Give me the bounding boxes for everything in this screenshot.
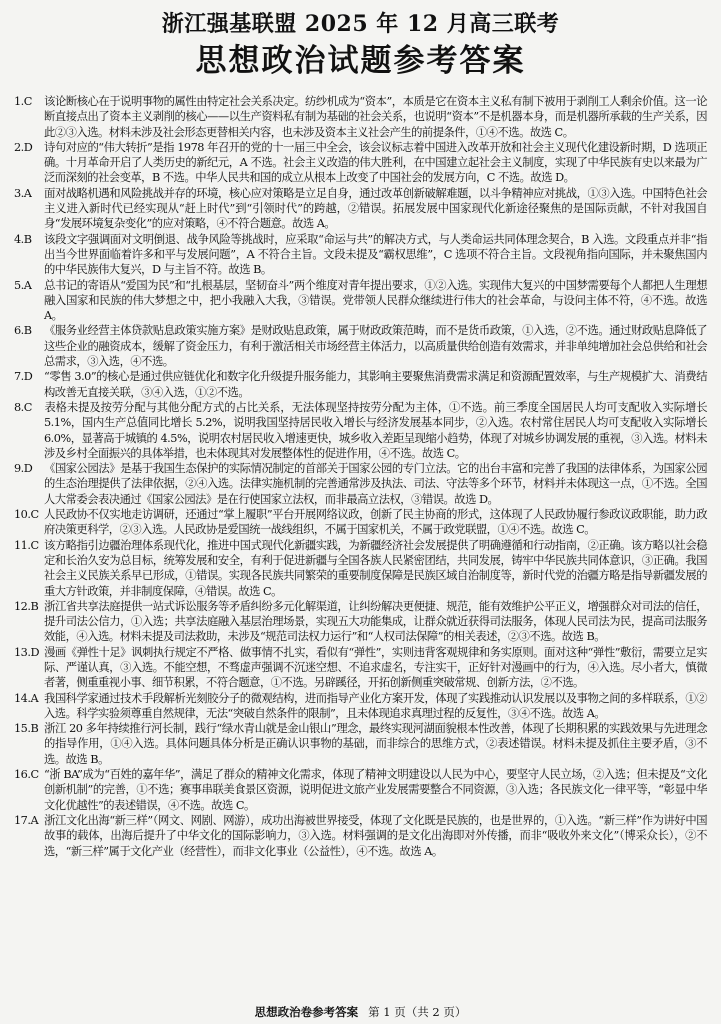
answer-number: 12.B <box>14 599 39 613</box>
answer-text: 浙江 20 多年持续推行河长制，践行“绿水青山就是金山银山”理念，最终实现河湖面貌根本性改善，体现了长期积累的实践效果与先进理念的指导作用，①④入选。具体问题具体分析是正确认识事物的基础，而非综合的思维方式，②表述错误。材料未提及抓住主要矛盾，③不选。故选 B。 <box>44 722 707 766</box>
answer-text: 浙江文化出海“新三样”（网文、网剧、网游），成功出海被世界接受，体现了文化既是民族的，也是世界的，①入选。“新三样”作为讲好中国故事的载体，出海后提升了中华文化的国际影响力，③入选。材料强调的是文化出海即对外传播，而非“吸收外来文化”（博采众长），②不选，“新三样”属于文化产业（经营性），而非文化事业（公益性），④不选。故选 A。 <box>44 813 707 858</box>
answer-number: 1.C <box>14 95 32 108</box>
answer-text: 总书记的寄语从“爱国为民”和“扎根基层，坚韧奋斗”两个维度对青年提出要求，①②入选。实现伟大复兴的中国梦需要每个人都把人生理想融入国家和民族的伟大梦想之中，把小我融入大我，③错误。党带领人民群众继续进行伟大的社会革命，与设问主体不符，④不选。故选 A。 <box>44 278 707 323</box>
answer-text: 诗句对应的“伟大转折”是指 1978 年召开的党的十一届三中全会，该会议标志着中国进入改革开放和社会主义现代化建设新时期，D 选项正确。十月革命开启了人类历史的新纪元，A 不选。社会主义改造的伟大胜利，在中国建立起社会主义制度，实现了中华民族有史以来最为广泛而深刻的社会变革，B 不选。中华人民共和国的成立从根本上改变了中国社会的发展方向，C 不选。故选 D。 <box>44 140 707 185</box>
answer-number: 13.D <box>14 645 40 659</box>
answer-number: 4.B <box>14 232 32 246</box>
answer-number: 10.C <box>14 508 39 522</box>
answer-text: 漫画《弹性十足》讽刺执行规定不严格、做事情不扎实，看似有“弹性”，实则违背客观规律和务实原则。面对这种“弹性”敷衍，需要立足实际、严谨认真，③入选。不能空想，不骛虚声强调不沉迷空想、不追求虚名，专注实干，正好针对漫画中的行为，④入选。尽小者大，慎微者著，侧重重视小事、细节积累，不符合题意，①不选。另辟蹊径，开拓创新侧重突破常规、创新方法，②不选。 <box>44 645 707 690</box>
answer-number: 15.B <box>14 722 39 736</box>
answer-item-2 <box>14 140 707 186</box>
answer-item-16 <box>14 767 707 813</box>
answer-text: 面对战略机遇和风险挑战并存的环境，核心应对策略是立足自身，通过改革创新破解难题，以斗争精神应对挑战，①③入选。中国特色社会主义进入新时代已经实现从“赶上时代”到“引领时代”的跨越，②错误。拓展发展中国家现代化新途径聚焦的是国际贡献，不针对我国自身“发展环境复杂变化”的应对策略，④不符合题意。故选 A。 <box>44 186 707 231</box>
page-number: 第 1 页（共 2 页） <box>368 1005 467 1019</box>
answer-item-3 <box>14 186 707 232</box>
answer-item-8 <box>14 400 707 461</box>
answer-number: 14.A <box>14 691 39 705</box>
answer-key-title: 思想政治试题参考答案 <box>195 43 526 79</box>
footer-title: 思想政治卷参考答案 <box>254 1005 359 1019</box>
answer-number: 17.A <box>14 813 39 827</box>
exam-title: 浙江强基联盟 2025 年 12 月高三联考 <box>161 11 560 37</box>
answer-text: 浙江省共享法庭提供一站式诉讼服务等矛盾纠纷多元化解渠道，让纠纷解决更便捷、规范，能有效维护公平正义，增强群众对司法的信任，提升司法公信力，①入选；共享法庭融入基层治理场景，实现五大功能集成，让群众就近获得司法服务，体现人民司法为民，提高司法服务效能，④入选。材料未提及司法救助，未涉及“规范司法权力运行”和“人权司法保障”的相关表述，②③不选。故选 B。 <box>44 599 707 644</box>
answer-item-17 <box>14 813 707 859</box>
answer-item-13 <box>14 645 707 691</box>
answer-text: “浙 BA”成为“百姓的嘉年华”，满足了群众的精神文化需求，体现了精神文明建设以人民为中心，要坚守人民立场，②入选；但未提及“文化创新机制”的完善，①不选；赛事串联美食景区资源，说明促进文旅产业发展需要整合不同资源，③入选；各民族文化一律平等，“彰显中华文化优越性”的表述错误，④不选。故选 C。 <box>44 768 707 812</box>
answer-item-11 <box>14 538 707 599</box>
answer-number: 2.D <box>14 140 33 154</box>
answer-list <box>14 94 707 859</box>
answer-item-9 <box>14 461 707 507</box>
page-footer <box>0 1004 721 1020</box>
answer-item-14 <box>14 691 707 722</box>
answer-text: 人民政协不仅实地走访调研，还通过“掌上履职”平台开展网络议政，创新了民主协商的形式，这体现了人民政协履行参政议政职能，助力政府决策更科学，②③入选。人民政协是爱国统一战线组织，不属于国家机关，不属于政党联盟，①④不选。故选 C。 <box>44 508 707 537</box>
answer-text: “零售 3.0”的核心是通过供应链优化和数字化升级提升服务能力，其影响主要聚焦消费需求满足和资源配置效率，与生产规模扩大、消费结构改善无直接关联，③④入选，①②不选。 <box>44 370 707 399</box>
answer-number: 7.D <box>14 370 33 384</box>
answer-item-1 <box>14 94 707 140</box>
answer-text: 我国科学家通过技术手段解析光刻胶分子的微观结构，进而指导产业化方案开发，体现了实践推动认识发展以及事物之间的多样联系，①②入选。科学实验须尊重自然规律，无法“突破自然条件的限制”，且未体现追求真理过程的反复性，③④不选。故选 A。 <box>44 691 707 720</box>
answer-text: 《国家公园法》是基于我国生态保护的实际情况制定的首部关于国家公园的专门立法。它的出台丰富和完善了我国的法律体系，为国家公园的生态治理提供了法律依据，②④入选。法律实施机制的完善通常涉及执法、司法、守法等多个环节，材料并未体现这一点，①不选。全国人大常委会表决通过《国家公园法》是在行使国家立法权，而非最高立法权，③错误。故选 D。 <box>44 462 707 506</box>
answer-item-6 <box>14 323 707 369</box>
answer-text: 该段文字强调面对文明倒退、战争风险等挑战时，应采取“命运与共”的解决方式，与人类命运共同体理念契合，B 入选。文段重点并非“指出当今世界面临着许多和平与发展问题”，A 不符合主旨。文段未提及“霸权思维”，C 选项不符合主旨。文段视角指向国际，并未聚焦国内的中华民族伟大复兴，D 与主旨不符。故选 B。 <box>44 232 707 277</box>
answer-text: 表格未提及按劳分配与其他分配方式的占比关系，无法体现坚持按劳分配为主体，①不选。前三季度全国居民人均可支配收入实际增长 5.1%，国内生产总值同比增长 5.2%，说明我国坚持居民收入增长与经济发展基本同步，②入选。农村常住居民人均可支配收入实际增长 6.0%，显著高于城镇的 4.5%，说明农村居民收入增速更快，城乡收入差距呈现缩小趋势，体现了对城乡协调发展的重视，③入选。材料未涉及乡村全面振兴的具体举措，也未体现其对发展整体性的促进作用，④不选。故选 C。 <box>44 400 707 460</box>
answer-item-5 <box>14 278 707 324</box>
answer-number: 16.C <box>14 768 39 782</box>
answer-number: 5.A <box>14 278 32 292</box>
answer-number: 11.C <box>14 538 39 552</box>
answer-number: 9.D <box>14 462 33 476</box>
answer-item-7 <box>14 369 707 400</box>
answer-text: 《服务业经营主体贷款贴息政策实施方案》是财政贴息政策，属于财政政策范畴，而不是货币政策，①入选，②不选。通过财政贴息降低了这些企业的融资成本，缓解了资金压力，有利于激活相关市场经营主体活力，以高质量供给创造有效需求，并非单纯增加社会总供给和社会总需求，③入选，④不选。 <box>44 324 707 369</box>
answer-number: 6.B <box>14 324 32 338</box>
answer-number: 8.C <box>14 400 32 414</box>
answer-number: 3.A <box>14 186 32 200</box>
answer-text: 该方略指引边疆治理体系现代化，推进中国式现代化新疆实践，为新疆经济社会发展提供了明确遵循和行动指南，②正确。该方略以社会稳定和长治久安为总目标，统筹发展和安全，有利于促进新疆与全国各族人民紧密团结，共同发展，铸牢中华民族共同体意识，③正确。我国社会主义民族关系早已形成，①错误。实现各民族共同繁荣的重要制度保障是民族区域自治制度等，新时代党的治疆方略是指导新疆发展的重大方针政策，并非制度保障，④错误。故选 C。 <box>44 538 707 598</box>
answer-item-10 <box>14 507 707 538</box>
answer-item-15 <box>14 721 707 767</box>
answer-item-12 <box>14 599 707 645</box>
answer-text: 该论断核心在于说明事物的属性由特定社会关系决定。纺纱机成为“资本”，本质是它在资本主义私有制下被用于剥削工人剩余价值。这一论断直接点出了资本主义剥削的核心——以生产资料私有制为基础的社会关系，也说明“资本”不是机器本身，而是机器所承载的生产关系，因此②③入选。材料未涉及社会形态更替相关内容，也未涉及资本主义社会产生的前提条件，①④不选。故选 C。 <box>44 95 707 139</box>
answer-item-4 <box>14 232 707 278</box>
